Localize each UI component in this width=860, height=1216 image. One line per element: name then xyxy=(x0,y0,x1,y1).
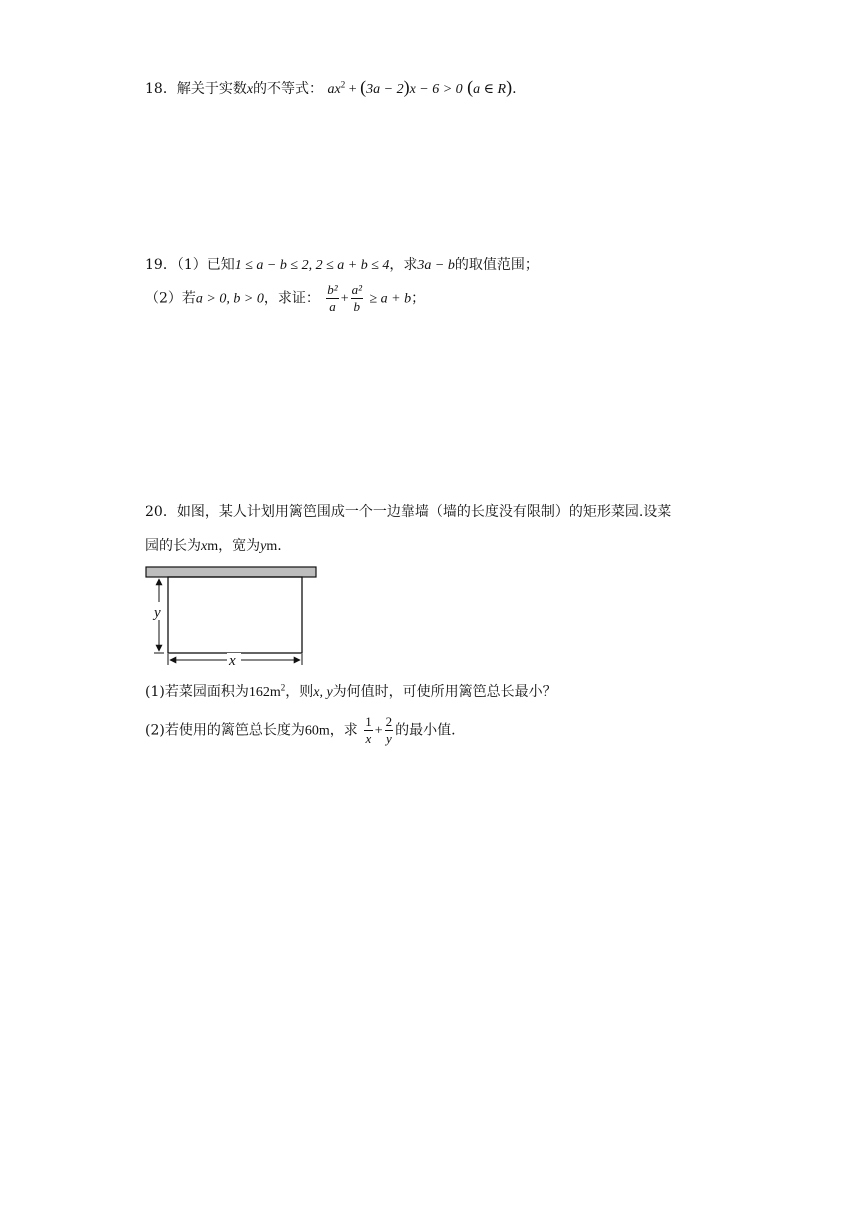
math-value: 60m xyxy=(304,723,330,739)
question-20-sub-2 xyxy=(145,714,456,747)
question-text: 的不等式： xyxy=(253,81,324,97)
math-operator: + xyxy=(374,723,383,739)
question-number: 19． xyxy=(145,257,177,273)
unit: m xyxy=(207,539,219,554)
math-paren: ) xyxy=(506,77,513,97)
question-text: . xyxy=(277,538,282,554)
fraction: $\frac{\text{b²}}{a}$ xyxy=(327,282,338,314)
math-variable: x, y xyxy=(313,685,333,700)
question-20-line-1 xyxy=(145,501,671,521)
math-exponent: 2 xyxy=(280,682,286,693)
question-text: 的取值范围； xyxy=(454,257,539,273)
question-20-sub-1 xyxy=(145,681,557,701)
question-20-line-2 xyxy=(145,535,282,555)
question-number: 18． xyxy=(145,81,177,97)
fraction: $\frac{2}{y}$ xyxy=(385,714,393,746)
question-text: 如图，某人计划用篱笆围成一个一边靠墙（墙的长度没有限制）的矩形菜园.设菜 xyxy=(176,504,672,520)
question-text: ，宽为 xyxy=(218,538,261,554)
math-variable: x xyxy=(246,82,254,97)
math-expression: ≥ a + b xyxy=(369,291,412,307)
math-condition: a > 0, b > 0 xyxy=(195,291,264,307)
math-operator: + xyxy=(340,291,349,307)
question-text: ，求 xyxy=(329,722,358,739)
question-text: （1）已知 xyxy=(176,257,235,273)
math-expression: x − 6 > 0 xyxy=(409,82,463,97)
math-exponent: 2 xyxy=(340,79,346,90)
label-y: y xyxy=(154,605,161,621)
math-expression: 1 ≤ a − b ≤ 2, 2 ≤ a + b ≤ 4 xyxy=(234,258,390,273)
math-value: 162m xyxy=(248,685,281,700)
question-text: 的最小值. xyxy=(395,722,456,739)
question-text: . xyxy=(512,81,517,97)
question-text: 解关于实数 xyxy=(176,81,247,97)
math-paren: ( xyxy=(360,77,367,97)
math-expression: 3a − 2 xyxy=(366,82,404,97)
garden-diagram xyxy=(144,565,320,667)
math-variable: x xyxy=(201,539,208,554)
fraction: $\frac{1}{x}$ xyxy=(365,714,372,746)
garden-rectangle xyxy=(168,577,302,653)
unit: m xyxy=(266,539,278,554)
question-text: ，求 xyxy=(389,257,418,273)
math-expression: ax xyxy=(327,82,341,97)
question-text: ； xyxy=(411,290,426,307)
question-text: （2）若 xyxy=(145,290,196,307)
question-text: 为何值时，可使所用篱笆总长最小？ xyxy=(332,684,557,700)
math-operator: + xyxy=(345,82,361,97)
question-19-part-1 xyxy=(145,254,539,274)
question-text: (1)若菜园面积为 xyxy=(145,684,249,700)
question-text: ，则 xyxy=(285,684,314,700)
math-variable: y xyxy=(260,539,267,554)
question-18 xyxy=(145,77,517,98)
math-expression: 3a − b xyxy=(417,258,455,273)
math-paren: ( xyxy=(467,77,474,97)
math-paren: ) xyxy=(403,77,410,97)
question-19-part-2 xyxy=(145,282,425,315)
math-condition: a ∈ R xyxy=(473,82,507,97)
wall xyxy=(146,567,316,577)
question-number: 20． xyxy=(145,504,177,520)
question-text: (2)若使用的篱笆总长度为 xyxy=(145,722,305,739)
fraction: $\frac{\text{a²}}{b}$ xyxy=(351,282,362,314)
question-text: 园的长为 xyxy=(145,538,201,554)
label-x: x xyxy=(229,653,236,667)
question-text: ，求证： xyxy=(263,290,320,307)
